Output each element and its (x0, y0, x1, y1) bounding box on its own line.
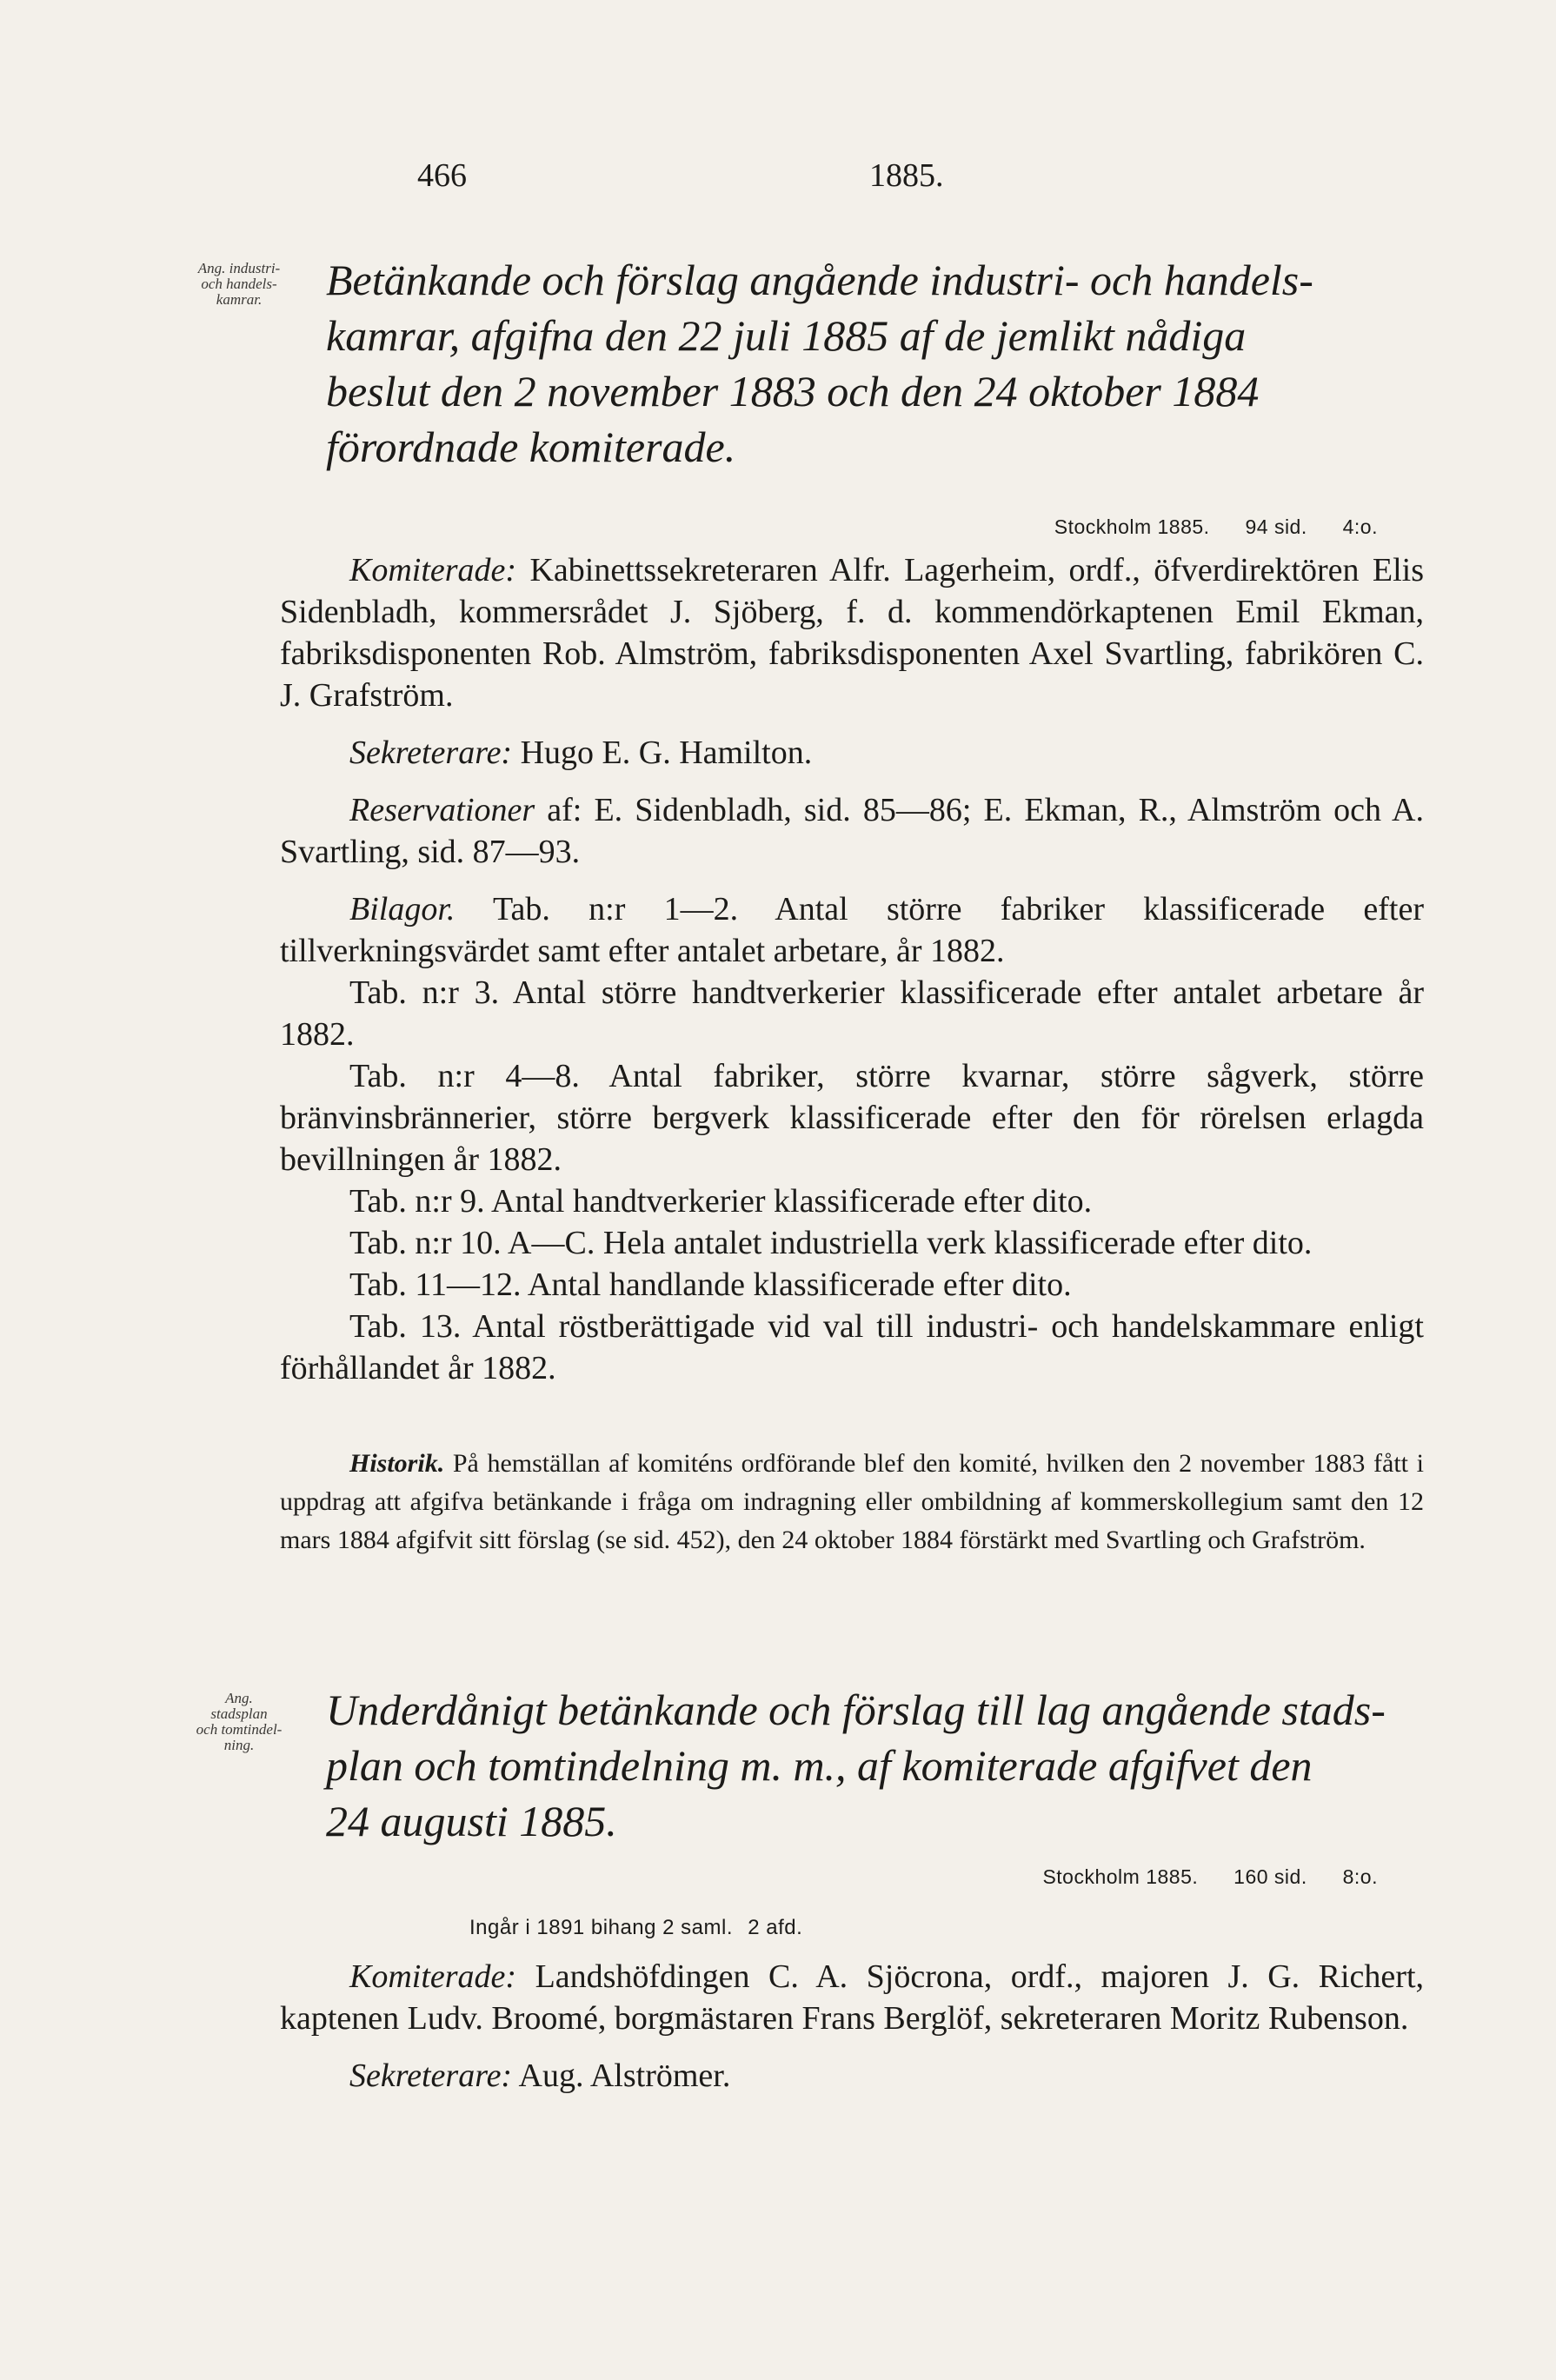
entry-title-stadsplan (326, 1682, 1439, 1849)
komiterade-text: Kabinettssekreteraren Alfr. Lagerheim, ordf., öfverdirektören Elis Sidenbladh, kommersrådet J. Sjöberg, f. d. kommendörkaptenen Emil Ekman, fabriksdisponenten Rob. Almström, fabriksdisponenten Axel Svartling, fabrikören C. J. Grafström. (280, 552, 1425, 714)
pub-pages: 160 sid. (1233, 1865, 1307, 1888)
margin-note-line: kamrar. (216, 291, 263, 308)
sekreterare-paragraph (280, 2055, 1424, 2097)
publication-info (1025, 515, 1378, 539)
pub-place: Stockholm 1885. (1042, 1865, 1199, 1888)
entry-body-stadsplan (280, 1956, 1424, 2097)
margin-note-line: Ang. stadsplan (210, 1690, 268, 1722)
komiterade-label: Komiterade: (349, 552, 517, 588)
title-line: Betänkande och förslag angående industri- och handels- (326, 256, 1313, 304)
pub-pages: 94 sid. (1245, 515, 1307, 538)
entry-title-industrikamrar (326, 252, 1439, 475)
bilaga-item: Tab. n:r 10. A—C. Hela antalet industriella verk klassificerade efter dito. (349, 1225, 1313, 1261)
margin-note-industrikamrar (196, 261, 283, 308)
margin-note-line: och handels- (201, 276, 277, 292)
komiterade-label: Komiterade: (349, 1958, 517, 1995)
ingar-afd: 2 afd. (748, 1916, 803, 1939)
margin-note-stadsplan (196, 1691, 283, 1753)
title-line: Underdånigt betänkande och förslag till lag angående stads- (326, 1685, 1386, 1734)
reservationer-paragraph (280, 789, 1424, 873)
margin-note-line: och tomtindel- (196, 1721, 283, 1738)
margin-note-line: Ang. industri- (197, 260, 281, 276)
bilaga-item: Tab. 11—12. Antal handlande klassificerade efter dito. (349, 1266, 1072, 1303)
historik-label: Historik. (349, 1449, 445, 1478)
publication-info (1013, 1865, 1378, 1889)
title-line: 24 augusti 1885. (326, 1797, 617, 1845)
ingar-text: Ingår i 1891 bihang 2 saml. (469, 1916, 734, 1939)
margin-note-line: ning. (223, 1737, 255, 1753)
page-number: 466 (417, 157, 467, 194)
title-line: plan och tomtindelning m. m., af komiterade afgifvet den (326, 1741, 1313, 1790)
pub-format: 4:o. (1342, 515, 1378, 538)
komiterade-text: Landshöfdingen C. A. Sjöcrona, ordf., majoren J. G. Richert, kaptenen Ludv. Broomé, borgmästaren Frans Berglöf, sekreteraren Moritz Rubenson. (280, 1958, 1424, 2037)
historik-paragraph (280, 1445, 1424, 1559)
bilagor-paragraph (280, 888, 1424, 972)
sekreterare-paragraph (280, 732, 1424, 774)
komiterade-paragraph (280, 549, 1424, 716)
title-line: beslut den 2 november 1883 och den 24 oktober 1884 (326, 367, 1260, 416)
title-line: kamrar, afgifna den 22 juli 1885 af de jemlikt nådiga (326, 311, 1247, 360)
sekreterare-label: Sekreterare: (349, 2058, 513, 2094)
bilaga-item: Tab. 13. Antal röstberättigade vid val till industri- och handelskammare enligt förhållandet år 1882. (280, 1308, 1424, 1386)
title-line: förordnade komiterade. (326, 422, 736, 471)
entry-body-industrikamrar (280, 549, 1424, 1389)
reservationer-text: af: E. Sidenbladh, sid. 85—86; E. Ekman, R., Almström och A. Svartling, sid. 87—93. (280, 792, 1425, 870)
komiterade-paragraph (280, 1956, 1424, 2039)
historik-text: På hemställan af komiténs ordförande blef den komité, hvilken den 2 november 1883 fått i uppdrag att afgifva betänkande i fråga om indragning eller ombildning af kommerskollegium samt den 12 mars 1884 afgifvit sitt förslag (se sid. 452), den 24 oktober 1884 förstärkt med Svartling och Grafström. (280, 1449, 1424, 1554)
bilaga-item: Tab. n:r 1—2. Antal större fabriker klassificerade efter tillverkningsvärdet samt efter antalet arbetare, år 1882. (280, 891, 1424, 969)
pub-place: Stockholm 1885. (1054, 515, 1210, 538)
sekreterare-text: Hugo E. G. Hamilton. (520, 735, 813, 771)
bilaga-item: Tab. n:r 3. Antal större handtverkerier klassificerade efter antalet arbetare år 1882. (280, 974, 1424, 1053)
reservationer-label: Reservationer (349, 792, 535, 828)
bilaga-item: Tab. n:r 9. Antal handtverkerier klassificerade efter dito. (349, 1183, 1093, 1220)
sekreterare-text: Aug. Alströmer. (518, 2058, 731, 2094)
bilaga-item: Tab. n:r 4—8. Antal fabriker, större kvarnar, större sågverk, större bränvinsbrännerier, större bergverk klassificerade efter den för rörelsen erlagda bevillningen år 1882. (280, 1058, 1424, 1178)
sekreterare-label: Sekreterare: (349, 735, 513, 771)
running-year: 1885. (869, 157, 944, 194)
ingar-note (469, 1916, 802, 1940)
pub-format: 8:o. (1342, 1865, 1378, 1888)
bilagor-label: Bilagor. (349, 891, 455, 927)
